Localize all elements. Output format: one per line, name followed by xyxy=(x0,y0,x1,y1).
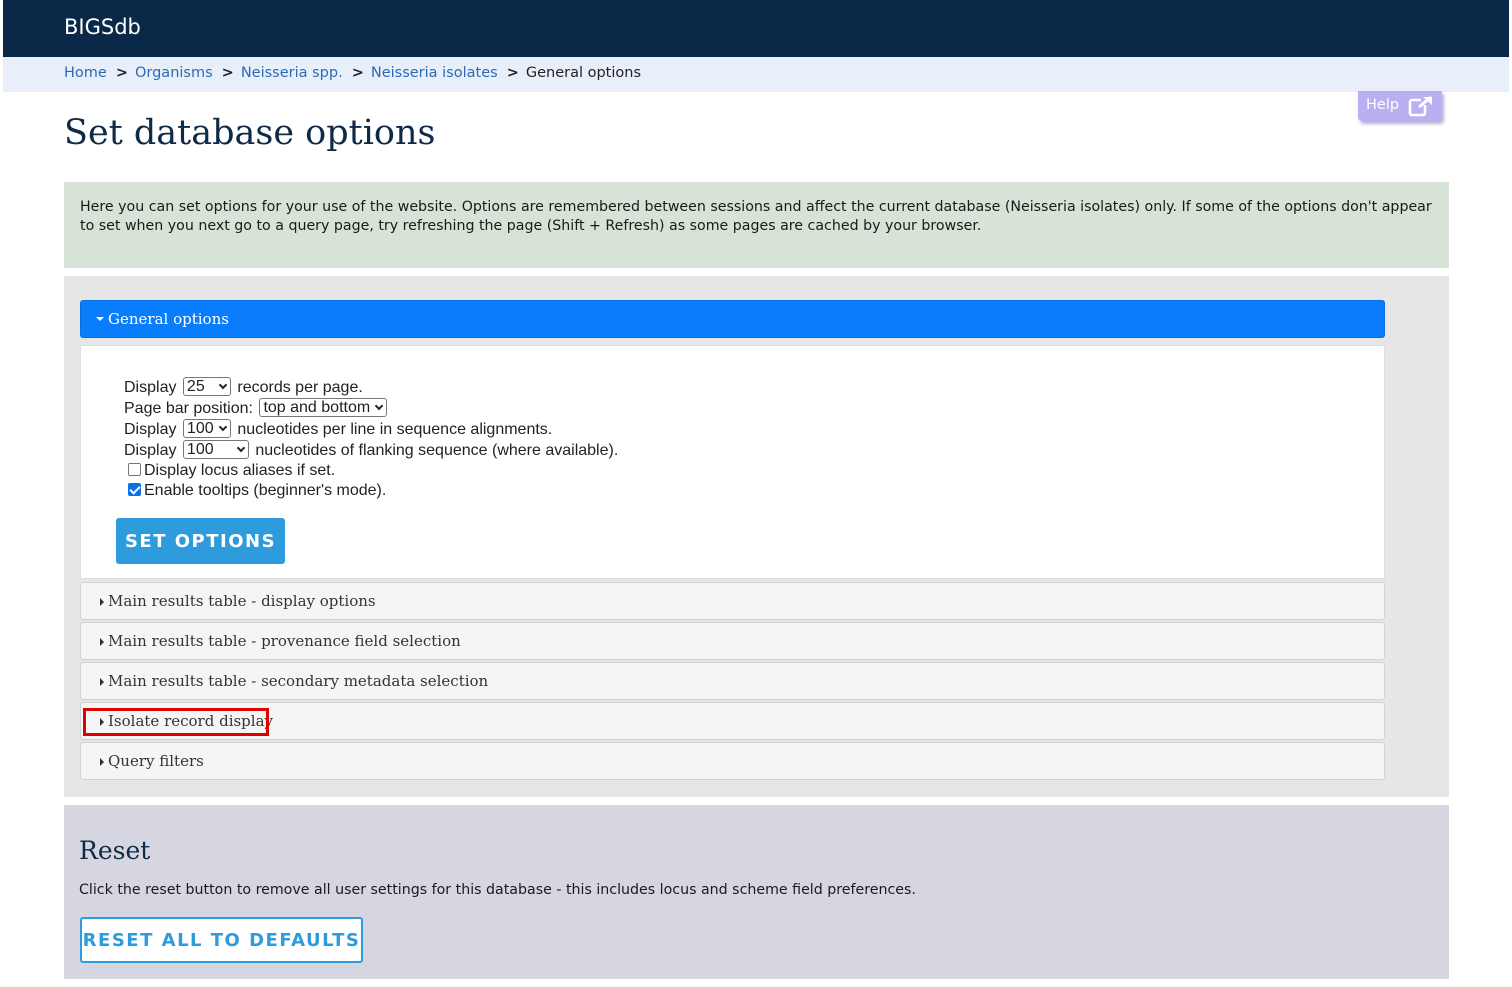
breadcrumb: Home > Organisms > Neisseria spp. > Neisseria isolates > General options xyxy=(3,57,1509,92)
page-title: Set database options xyxy=(64,113,436,153)
caret-right-icon xyxy=(100,598,104,606)
external-link-icon xyxy=(1408,95,1434,117)
breadcrumb-current: General options xyxy=(525,65,642,81)
info-message xyxy=(64,182,1449,268)
set-options-button[interactable]: SET OPTIONS xyxy=(116,518,285,564)
accordion-general-options[interactable] xyxy=(80,300,1385,338)
tooltips-row: Enable tooltips (beginner's mode). xyxy=(124,482,386,500)
caret-right-icon xyxy=(100,678,104,686)
reset-description: Click the reset button to remove all user settings for this database - this includes locus and scheme field preferences. xyxy=(79,882,916,898)
chevron-down-icon xyxy=(237,444,245,452)
caret-right-icon xyxy=(100,638,104,646)
caret-right-icon xyxy=(100,718,104,726)
accordion-provenance-fields[interactable]: Main results table - provenance field selection xyxy=(80,622,1385,660)
help-button[interactable] xyxy=(1358,91,1442,121)
alignment-line-row: Display 100 nucleotides per line in sequence alignments. xyxy=(124,419,553,438)
chevron-down-icon xyxy=(219,381,227,389)
page-bar-position-select[interactable]: top and bottom xyxy=(259,398,387,417)
page-bar-row: Page bar position: top and bottom xyxy=(124,400,389,418)
nucleotides-per-line-select[interactable]: 100 xyxy=(183,419,231,438)
info-text: Here you can set options for your use of the website. Options are remembered between sessions and affect the current database (Neisseria isolates) only. If some of the options don't appear to set when you next go to a query page, try refreshing the page (Shift + Refresh) as some pages are cached by your browser. xyxy=(80,199,1432,234)
top-navbar xyxy=(3,0,1509,57)
breadcrumb-neisseria-isolates[interactable]: Neisseria isolates xyxy=(370,65,498,81)
breadcrumb-neisseria-spp[interactable]: Neisseria spp. xyxy=(240,65,343,81)
flanking-sequence-select[interactable]: 100 xyxy=(183,440,249,459)
records-per-page-select[interactable]: 25 xyxy=(183,377,231,396)
options-panel xyxy=(64,276,1449,797)
caret-down-icon xyxy=(96,317,104,321)
general-options-body xyxy=(80,345,1385,579)
site-brand[interactable]: BIGSdb xyxy=(64,15,141,39)
caret-right-icon xyxy=(100,758,104,766)
records-per-page-row: Display 25 records per page. xyxy=(124,377,363,396)
chevron-down-icon xyxy=(219,423,227,431)
tooltips-checkbox[interactable] xyxy=(128,483,141,496)
help-label: Help xyxy=(1366,97,1400,113)
reset-panel xyxy=(64,805,1449,979)
accordion-isolate-record-display[interactable]: Isolate record display xyxy=(80,702,1385,740)
chevron-down-icon xyxy=(375,402,383,410)
locus-aliases-checkbox[interactable] xyxy=(128,463,141,476)
accordion-display-options[interactable]: Main results table - display options xyxy=(80,582,1385,620)
reset-title: Reset xyxy=(79,836,151,865)
flanking-row: Display 100 nucleotides of flanking sequence (where available). xyxy=(124,440,619,459)
breadcrumb-home[interactable]: Home xyxy=(64,65,107,81)
accordion-header-label: General options xyxy=(108,310,229,328)
accordion-query-filters[interactable]: Query filters xyxy=(80,742,1385,780)
breadcrumb-organisms[interactable]: Organisms xyxy=(134,65,213,81)
locus-aliases-row: Display locus aliases if set. xyxy=(124,462,335,480)
reset-defaults-button[interactable]: RESET ALL TO DEFAULTS xyxy=(80,917,363,963)
accordion-secondary-metadata[interactable]: Main results table - secondary metadata selection xyxy=(80,662,1385,700)
